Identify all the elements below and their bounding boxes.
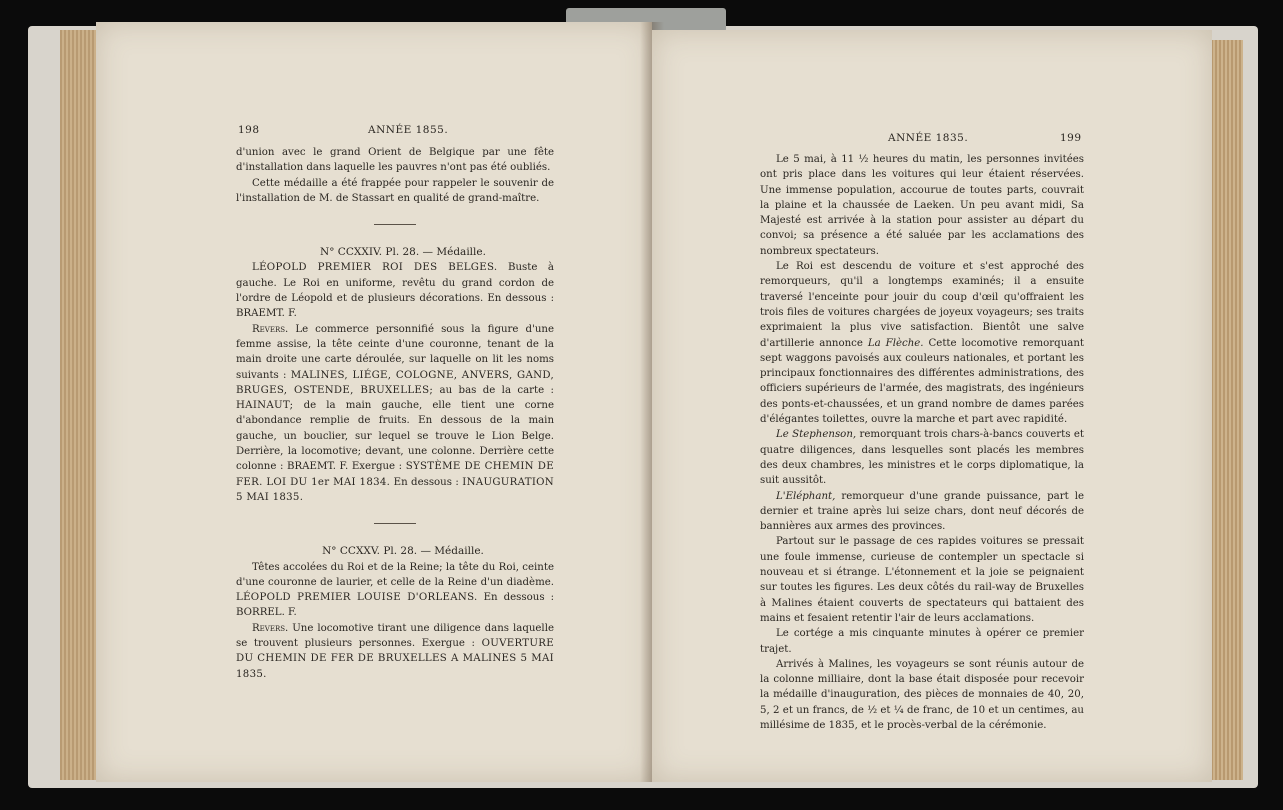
right-running-head: ANNÉE 1835.	[888, 132, 969, 144]
medal-225-obverse	[236, 560, 554, 621]
medal-224-dessous-label: En dessous :	[393, 476, 459, 488]
medal-225-revers-label: Revers.	[252, 622, 289, 634]
right-paragraph-2-text: Le Roi est descendu de voiture et s'est approché des remorqueurs, qu'il a longtemps examinés; il a ensuite traversé l'enceinte pour jouir du coup d'œil qu'offraient les trois files de voitures chargées de joyeux voyageurs; ses traits exprimaient la plus vive satisfaction. Bientôt une salve d'artillerie annonce	[760, 261, 1084, 349]
right-paragraph-2	[760, 259, 1084, 427]
medal-224-revers	[236, 322, 554, 506]
right-paragraph-stephenson	[760, 427, 1084, 488]
left-text-column	[236, 145, 554, 682]
intro-paragraph-1: d'union avec le grand Orient de Belgique par une fête d'installation dans laquelle les pauvres n'ont pas été oubliés.	[236, 147, 554, 174]
right-page	[652, 30, 1212, 782]
right-paragraph-3-text: Cette locomotive remorquant sept waggons pavoisés aux couleurs nationales, et portant les principaux fonctionnaires des différentes administrations, des officiers supérieurs de l'armée, des magistrats, des ingénieurs des ponts-et-chaussées, et un grand nombre de dames parées d'élégantes toilettes, ouvre la marche et part avec rapidité.	[760, 337, 1084, 426]
right-paragraph-8: Arrivés à Malines, les voyageurs se sont réunis autour de la colonne milliaire, dont la base était disposée pour recevoir la médaille d'inauguration, des pièces de monnaies de 40, 20, 5, 2 et un francs, de ½ et ¼ de franc, de 10 et un centimes, au millésime de 1835, et le procès-verbal de la cérémonie.	[760, 658, 1084, 731]
medal-224-revers-text-2: au bas de la carte :	[439, 384, 554, 396]
medal-225-obverse-text: Têtes accolées du Roi et de la Reine; la tête du Roi, ceinte d'une couronne de laurier, et celle de la Reine d'un diadème.	[236, 561, 554, 588]
medal-224-dessous-text: INAUGURATION 5 MAI 1835.	[236, 476, 555, 503]
right-paragraph-1: Le 5 mai, à 11 ½ heures du matin, les personnes invitées ont pris place dans les voitures qui leur étaient réservées. Une immense population, accourue de toutes parts, couvrait la plaine et la chaussée de Laeken. Un peu avant midi, Sa Majesté est arrivée à la station pour assister au départ du convoi; sa présence a été saluée par les acclamations des nombreux spectateurs.	[760, 154, 1084, 257]
medal-225-revers-text: Une locomotive tirant une diligence dans laquelle se trouvent plusieurs personnes. Exergue :	[236, 622, 554, 650]
medal-225-heading: N° CCXXV. Pl. 28. — Médaille.	[322, 545, 484, 558]
loco-la-fleche: La Flèche.	[867, 337, 924, 349]
right-paragraph-5-text: remorqueur d'une grande puissance, part le dernier et traine après lui seize chars, dont neuf décorés de bannières aux armes des provinces.	[760, 490, 1084, 533]
right-paragraph-6: Partout sur le passage de ces rapides voitures se pressait une foule immense, curieuse de contempler un spectacle si nouveau et si étrange. L'étonnement et la joie se peignaient sur toutes les figures. Les deux côtés du rail-way de Bruxelles à Malines étaient couverts de spectateurs qui battaient des mains et fesaient retentir l'air de leurs acclamations.	[760, 536, 1084, 624]
medal-224-exergue: SYSTÈME DE CHEMIN DE FER. LOI DU 1er MAI 1834.	[236, 461, 554, 488]
left-page-edges	[60, 30, 100, 780]
right-page-number: 199	[1060, 132, 1082, 144]
medal-224-revers-province: HAINAUT;	[236, 400, 294, 412]
medal-224-obverse	[236, 260, 554, 321]
medal-224-revers-label: Revers.	[252, 323, 289, 335]
intro-paragraph-2: Cette médaille a été frappée pour rappeler le souvenir de l'installation de M. de Stassart en qualité de grand-maître.	[236, 177, 554, 204]
medal-224-heading: N° CCXXIV. Pl. 28. — Médaille.	[320, 246, 486, 259]
loco-elephant: L'Eléphant,	[776, 490, 836, 502]
medal-224-obverse-title: LÉOPOLD PREMIER ROI DES BELGES.	[252, 262, 498, 274]
right-paragraph-7: Le cortége a mis cinquante minutes à opérer ce premier trajet.	[760, 628, 1084, 655]
medal-225-obverse-legend: LÉOPOLD PREMIER LOUISE D'ORLEANS.	[236, 592, 478, 604]
medal-225-exergue: OUVERTURE DU CHEMIN DE FER DE BRUXELLES A MALINES 5 MAI 1835.	[236, 638, 554, 680]
medal-224-obverse-text: Buste à gauche. Le Roi en uniforme, revêtu du grand cordon de l'ordre de Léopold et de plusieurs décorations. En dessous : BRAEMT. F.	[236, 262, 554, 320]
left-running-head: ANNÉE 1855.	[368, 124, 449, 136]
right-text-column	[760, 152, 1084, 733]
medal-225-revers	[236, 621, 554, 682]
left-page	[96, 22, 652, 782]
left-page-number: 198	[238, 124, 260, 136]
medal-224-revers-names: MALINES, LIÉGE, COLOGNE, ANVERS, GAND, BRUGES, OSTENDE, BRUXELLES;	[236, 369, 554, 396]
right-paragraph-elephant	[760, 489, 1084, 535]
medal-224-revers-text-3: de la main gauche, elle tient une corne d'abondance remplie de fruits. En dessous de la main gauche, un bouclier, sur lequel se trouve le Lion Belge. Derrière, la locomotive; devant, une colonne. Derrière cette colonne : BRAEMT. F. Exergue :	[236, 400, 554, 473]
medal-224-revers-text-1: Le commerce personnifié sous la figure d'une femme assise, la tête ceinte d'une couronne, tenant de la main droite une carte déroulée, sur laquelle on lit les noms suivants :	[236, 323, 554, 381]
section-divider	[374, 523, 416, 524]
loco-stephenson: Le Stephenson,	[776, 429, 857, 441]
section-divider	[374, 224, 416, 225]
medal-225-obverse-signature: En dessous : BORREL. F.	[236, 592, 554, 619]
right-paragraph-4-text: remorquant trois chars-à-bancs couverts et quatre diligences, dans lesquelles sont placés les membres des deux chambres, les ministres et le corps diplomatique, la suit aussitôt.	[760, 429, 1084, 487]
